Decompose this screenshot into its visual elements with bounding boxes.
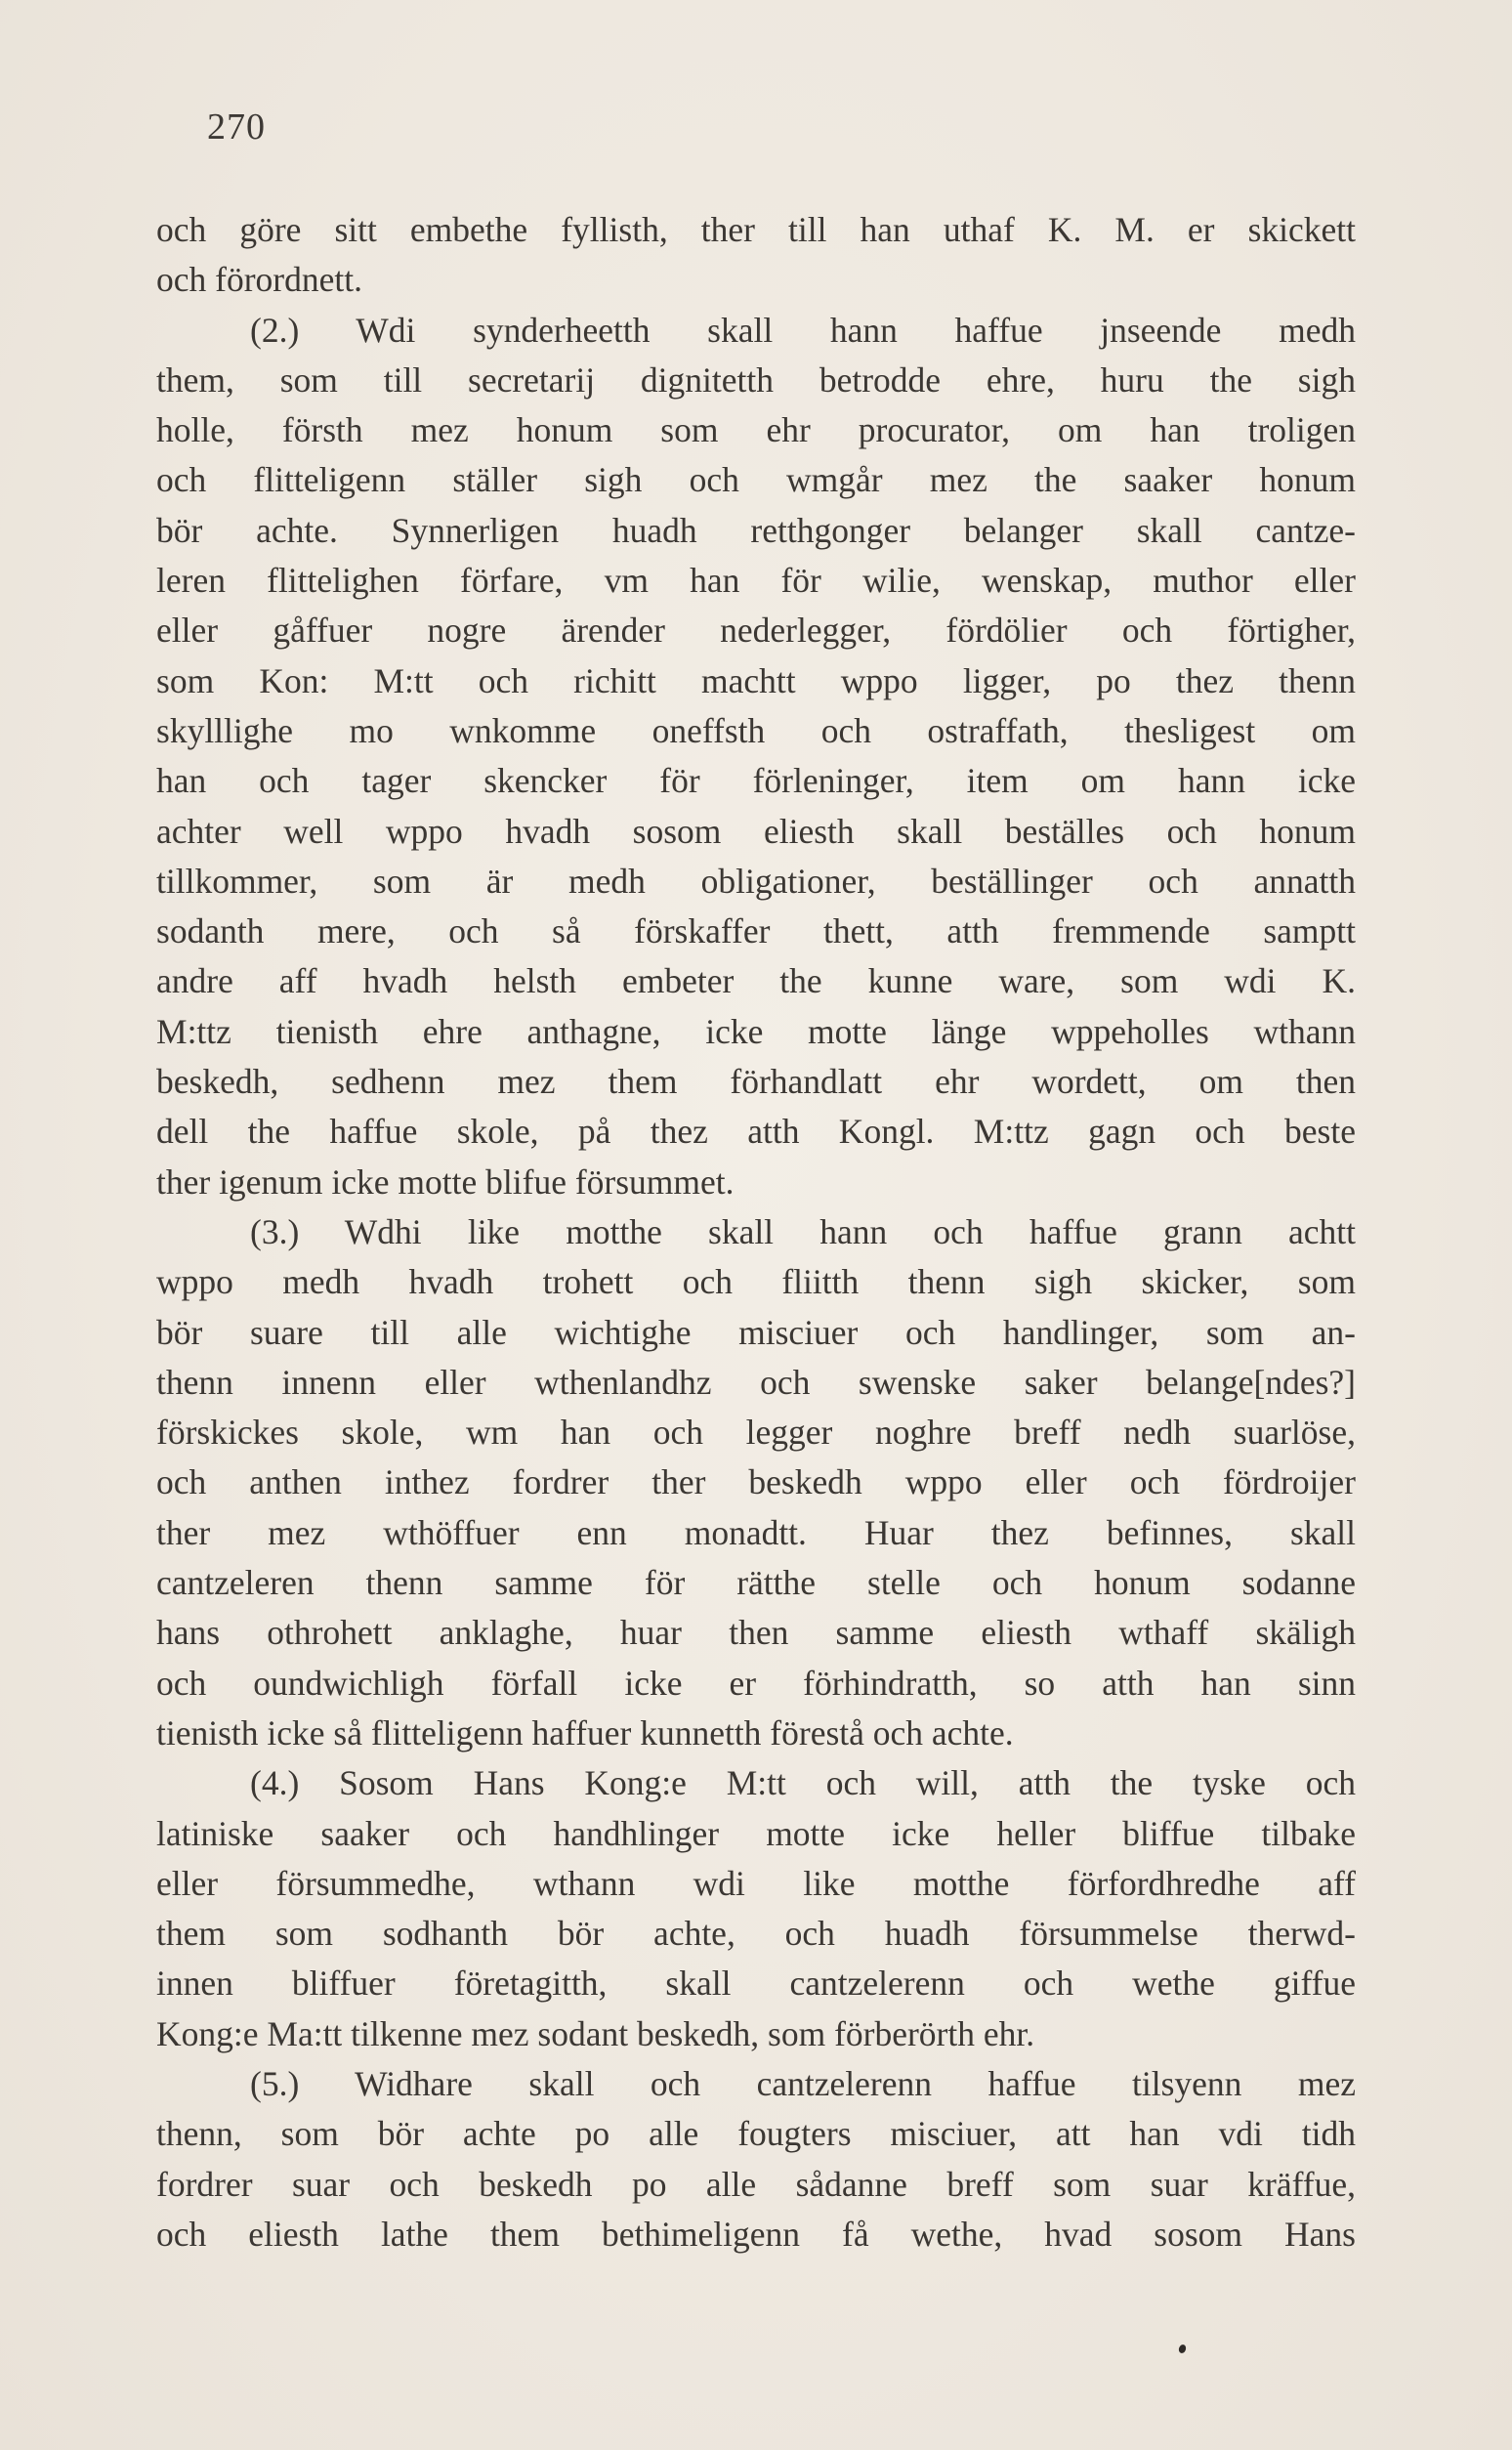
text-line: eller försummedhe, wthann wdi like motthe förfordhredhe aff [156,1863,1356,1903]
text-line: och göre sitt embethe fyllisth, ther till han uthaf K. M. er skickett [156,210,1356,249]
text-line: leren flittelighen förfare, vm han för wilie, wenskap, muthor eller [156,561,1356,601]
text-line: skylllighe mo wnkomme oneffsth och ostraffath, thesligest om [156,710,1356,750]
text-line: (2.) Wdi synderheetth skall hann haffue jnseende medh [250,310,1356,350]
text-line: tillkommer, som är medh obligationer, beställinger och annatth [156,861,1356,901]
text-line: M:ttz tienisth ehre anthagne, icke motte länge wppeholles wthann [156,1011,1356,1051]
text-line: och oundwichligh förfall icke er förhindratth, so atth han sinn [156,1663,1356,1703]
text-line: eller gåffuer nogre ärender nederlegger, fördölier och förtigher, [156,611,1356,651]
text-line: sodanth mere, och så förskaffer thett, atth fremmende samptt [156,911,1356,951]
text-line: bör suare till alle wichtighe misciuer och handlinger, som an- [156,1312,1356,1352]
text-line: förskickes skole, wm han och legger noghre breff nedh suarlöse, [156,1413,1356,1453]
text-line: (4.) Sosom Hans Kong:e M:tt och will, atth the tyske och [250,1763,1356,1803]
text-line: (3.) Wdhi like motthe skall hann och haffue grann achtt [250,1211,1356,1251]
text-line: ther mez wthöffuer enn monadtt. Huar thez befinnes, skall [156,1512,1356,1552]
text-line: latiniske saaker och handhlinger motte icke heller bliffue tilbake [156,1813,1356,1853]
text-line: beskedh, sedhenn mez them förhandlatt ehr wordett, om then [156,1062,1356,1102]
text-line: bör achte. Synnerligen huadh retthgonger belanger skall cantze- [156,510,1356,550]
text-line: hans othrohett anklaghe, huar then samme eliesth wthaff skäligh [156,1613,1356,1653]
text-line: han och tager skencker för förleninger, item om hann icke [156,761,1356,801]
ink-speck [1178,2344,1188,2354]
body-text [156,205,1356,2260]
text-line: them, som till secretarij dignitetth betrodde ehre, huru the sigh [156,359,1356,400]
text-line: tienisth icke så flitteligenn haffuer kunnetth förestå och achte. [156,1712,1014,1753]
text-line: thenn innenn eller wthenlandhz och swenske saker belange[ndes?] [156,1362,1356,1402]
text-line: (5.) Widhare skall och cantzelerenn haffue tilsyenn mez [250,2063,1356,2103]
text-line: wppo medh hvadh trohett och fliitth thenn sigh skicker, som [156,1262,1356,1302]
text-line: och förordnett. [156,260,362,300]
text-line: andre aff hvadh helsth embeter the kunne ware, som wdi K. [156,961,1356,1001]
text-line: cantzeleren thenn samme för rätthe stelle och honum sodanne [156,1563,1356,1603]
text-line: och eliesth lathe them bethimeligenn få wethe, hvad sosom Hans [156,2214,1356,2254]
text-line: och anthen inthez fordrer ther beskedh wppo eller och fördroijer [156,1462,1356,1502]
text-line: ther igenum icke motte blifue försummet. [156,1162,735,1202]
text-line: och flitteligenn ställer sigh och wmgår mez the saaker honum [156,460,1356,500]
text-line: som Kon: M:tt och richitt machtt wppo ligger, po thez thenn [156,660,1356,700]
text-line: Kong:e Ma:tt tilkenne mez sodant beskedh, som förberörth ehr. [156,2013,1035,2053]
text-line: them som sodhanth bör achte, och huadh försummelse therwd- [156,1914,1356,1954]
page-number: 270 [207,106,266,148]
text-line: holle, försth mez honum som ehr procurator, om han troligen [156,410,1356,450]
text-line: innen bliffuer företagitth, skall cantzelerenn och wethe giffue [156,1964,1356,2004]
text-line: thenn, som bör achte po alle fougters misciuer, att han vdi tidh [156,2114,1356,2154]
text-line: fordrer suar och beskedh po alle sådanne breff som suar kräffue, [156,2164,1356,2204]
text-line: achter well wppo hvadh sosom eliesth skall beställes och honum [156,811,1356,851]
text-line: dell the haffue skole, på thez atth Kongl. M:ttz gagn och beste [156,1112,1356,1152]
